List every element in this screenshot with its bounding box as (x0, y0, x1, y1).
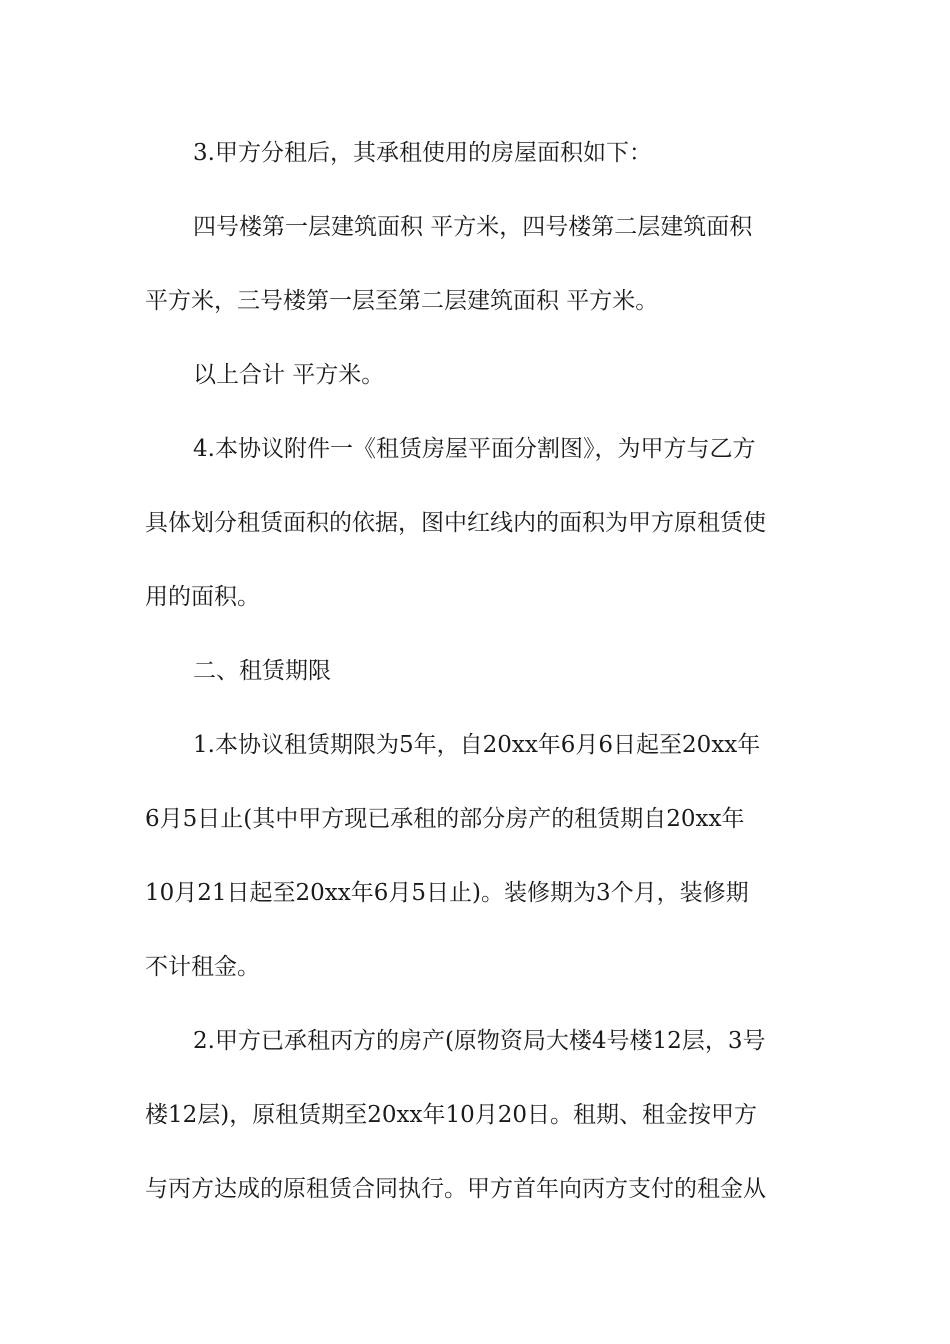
term-clause-1-line-2: 6月5日止(其中甲方现已承租的部分房产的租赁期自20xx年 (145, 806, 745, 832)
term-clause-1-line-3: 10月21日起至20xx年6月5日止)。装修期为3个月，装修期 (145, 880, 749, 906)
term-clause-2-line-1: 2.甲方已承租丙方的房产(原物资局大楼4号楼12层，3号 (193, 1028, 766, 1054)
term-clause-1-line-4: 不计租金。 (145, 954, 260, 980)
section-2-heading: 二、租赁期限 (193, 658, 331, 684)
clause-4-line-1: 4.本协议附件一《租赁房屋平面分割图》，为甲方与乙方 (193, 436, 756, 462)
clause-3-area-line-1: 四号楼第一层建筑面积 平方米，四号楼第二层建筑面积 (193, 214, 753, 240)
clause-3-total-line: 以上合计 平方米。 (193, 362, 385, 388)
clause-4-line-2: 具体划分租赁面积的依据，图中红线内的面积为甲方原租赁使 (145, 510, 766, 536)
term-clause-2-line-2: 楼12层)，原租赁期至20xx年10月20日。租期、租金按甲方 (145, 1102, 757, 1128)
clause-3-area-line-2: 平方米，三号楼第一层至第二层建筑面积 平方米。 (145, 288, 659, 314)
clause-4-line-3: 用的面积。 (145, 584, 260, 610)
clause-3-heading-line: 3.甲方分租后，其承租使用的房屋面积如下： (193, 140, 652, 166)
term-clause-1-line-1: 1.本协议租赁期限为5年，自20xx年6月6日起至20xx年 (193, 732, 761, 758)
term-clause-2-line-3: 与丙方达成的原租赁合同执行。甲方首年向丙方支付的租金从 (145, 1176, 766, 1202)
